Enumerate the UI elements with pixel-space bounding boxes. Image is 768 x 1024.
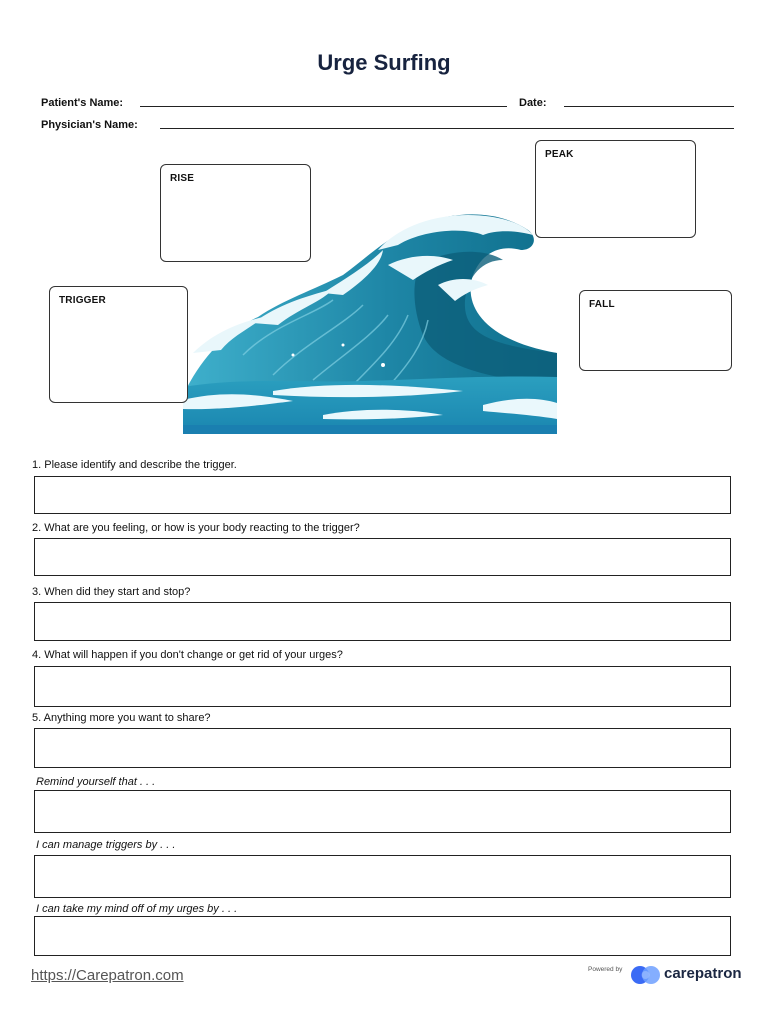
question-5: 5. Anything more you want to share? <box>32 712 211 724</box>
physician-name-field[interactable] <box>160 128 734 129</box>
physician-name-label: Physician's Name: <box>41 119 138 131</box>
carepatron-logo-icon <box>630 964 662 986</box>
powered-by-text: Powered by <box>588 966 623 973</box>
date-field[interactable] <box>564 106 734 107</box>
fall-box[interactable] <box>579 290 732 371</box>
rise-label: RISE <box>170 173 195 184</box>
answer-box-5[interactable] <box>34 728 731 768</box>
fall-label: FALL <box>589 299 615 310</box>
prompt-manage-triggers: I can manage triggers by . . . <box>36 839 176 851</box>
patient-name-label: Patient's Name: <box>41 97 124 109</box>
trigger-label: TRIGGER <box>59 295 106 306</box>
peak-box[interactable] <box>535 140 696 238</box>
date-label: Date: <box>519 97 547 109</box>
prompt-box-remind[interactable] <box>34 790 731 833</box>
peak-label: PEAK <box>545 149 574 160</box>
answer-box-3[interactable] <box>34 602 731 641</box>
prompt-remind: Remind yourself that . . . <box>36 776 156 788</box>
answer-box-4[interactable] <box>34 666 731 707</box>
question-2: 2. What are you feeling, or how is your body reacting to the trigger? <box>32 522 360 534</box>
question-3: 3. When did they start and stop? <box>32 586 191 598</box>
answer-box-1[interactable] <box>34 476 731 514</box>
rise-box[interactable] <box>160 164 311 262</box>
question-1: 1. Please identify and describe the trigger. <box>32 459 237 471</box>
patient-name-field[interactable] <box>140 106 507 107</box>
page-title: Urge Surfing <box>317 50 451 75</box>
carepatron-link[interactable]: https://Carepatron.com <box>31 967 184 984</box>
trigger-box[interactable] <box>49 286 188 403</box>
question-4: 4. What will happen if you don't change or get rid of your urges? <box>32 649 343 661</box>
carepatron-logo-text: carepatron <box>664 965 742 982</box>
prompt-box-take-mind-off[interactable] <box>34 916 731 956</box>
prompt-box-manage-triggers[interactable] <box>34 855 731 898</box>
answer-box-2[interactable] <box>34 538 731 576</box>
prompt-take-mind-off: I can take my mind off of my urges by . . . <box>36 903 238 915</box>
